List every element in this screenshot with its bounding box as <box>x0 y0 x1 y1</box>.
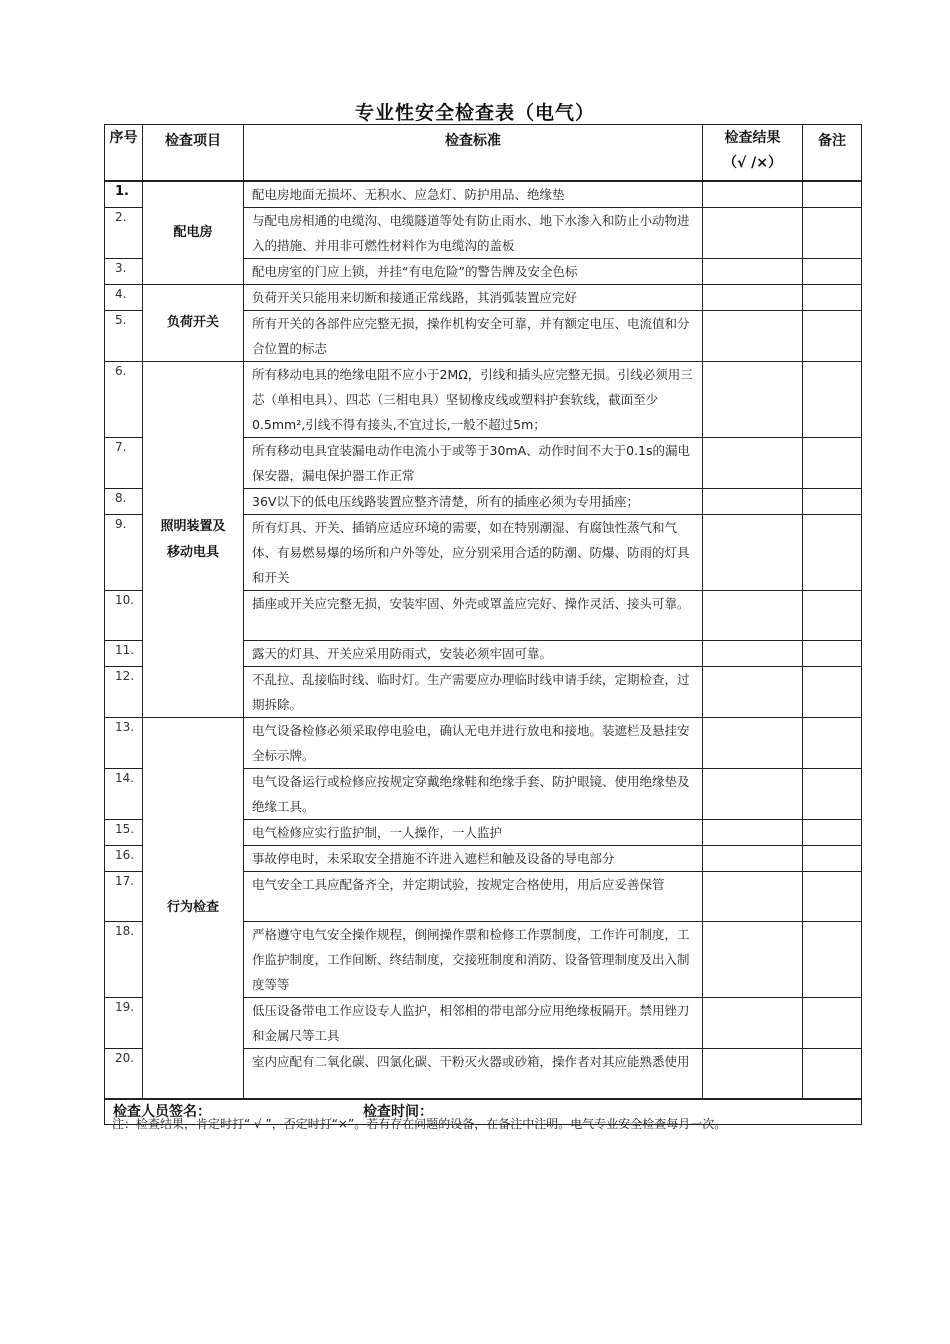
remark-cell[interactable] <box>803 181 862 208</box>
row-number: 11. <box>105 641 143 667</box>
row-standard: 所有灯具、开关、插销应适应环境的需要，如在特别潮湿、有腐蚀性蒸气和气体、有易燃易爆的场所和户外等处，应分别采用合适的防潮、防爆、防雨的灯具和开关 <box>244 515 703 591</box>
remark-cell[interactable] <box>803 208 862 259</box>
row-standard: 严格遵守电气安全操作规程，倒闸操作票和检修工作票制度，工作许可制度，工作监护制度，工作间断、终结制度，交接班制度和消防、设备管理制度及出入制度等等 <box>244 922 703 998</box>
remark-cell[interactable] <box>803 515 862 591</box>
header-result <box>703 125 803 182</box>
header-result-symbols: （√ /×） <box>722 155 783 171</box>
row-number: 20. <box>105 1049 143 1099</box>
page-title: 专业性安全检查表（电气） <box>354 102 595 124</box>
remark-cell[interactable] <box>803 820 862 846</box>
row-standard: 36V以下的低电压线路装置应整齐清楚，所有的插座必须为专用插座； <box>244 489 703 515</box>
row-standard: 所有移动电具的绝缘电阻不应小于2MΩ，引线和插头应完整无损。引线必须用三芯（单相电具）、四芯（三相电具）坚韧橡皮线或塑料护套软线，截面至少0.5mm²,引线不得有接头,不宜过长,一般不超过5m； <box>244 362 703 438</box>
row-standard: 室内应配有二氧化碳、四氯化碳、干粉灭火器或砂箱，操作者对其应能熟悉使用 <box>244 1049 703 1099</box>
category-distribution-room: 配电房 <box>143 181 244 285</box>
signer-label: 检查人员签名： <box>113 1103 211 1120</box>
row-number: 5. <box>105 311 143 362</box>
category-lighting-label: 照明装置及移动电具 <box>160 518 226 560</box>
table-header-row <box>105 125 862 182</box>
remark-cell[interactable] <box>803 362 862 438</box>
result-cell[interactable] <box>703 591 803 641</box>
result-cell[interactable] <box>703 846 803 872</box>
result-cell[interactable] <box>703 1049 803 1099</box>
remark-cell[interactable] <box>803 591 862 641</box>
header-seq: 序号 <box>105 125 143 182</box>
table-row <box>105 362 862 438</box>
category-load-switch: 负荷开关 <box>143 285 244 362</box>
row-standard: 低压设备带电工作应设专人监护，相邻相的带电部分应用绝缘板隔开。禁用锉刀和金属尺等工具 <box>244 998 703 1049</box>
row-number: 16. <box>105 846 143 872</box>
result-cell[interactable] <box>703 515 803 591</box>
table-row <box>105 718 862 769</box>
row-standard: 与配电房相通的电缆沟、电缆隧道等处有防止雨水、地下水渗入和防止小动物进入的措施、并用非可燃性材料作为电缆沟的盖板 <box>244 208 703 259</box>
row-number: 9. <box>105 515 143 591</box>
row-number: 4. <box>105 285 143 311</box>
result-cell[interactable] <box>703 208 803 259</box>
result-cell[interactable] <box>703 181 803 208</box>
remark-cell[interactable] <box>803 1049 862 1099</box>
result-cell[interactable] <box>703 998 803 1049</box>
footnote: 注：检查结果，肯定时打“ √ ”，否定时打“×”。若有存在问题的设备，在备注中注明。电气专业安全检查每月一次。 <box>112 1117 727 1131</box>
row-standard: 负荷开关只能用来切断和接通正常线路，其消弧装置应完好 <box>244 285 703 311</box>
row-number: 10. <box>105 591 143 641</box>
remark-cell[interactable] <box>803 438 862 489</box>
row-standard: 露天的灯具、开关应采用防雨式，安装必须牢固可靠。 <box>244 641 703 667</box>
row-number: 8. <box>105 489 143 515</box>
result-cell[interactable] <box>703 489 803 515</box>
remark-cell[interactable] <box>803 922 862 998</box>
header-item: 检查项目 <box>143 125 244 182</box>
row-number: 14. <box>105 769 143 820</box>
row-standard: 电气检修应实行监护制，一人操作，一人监护 <box>244 820 703 846</box>
header-result-label: 检查结果 <box>724 130 781 146</box>
row-standard: 不乱拉、乱接临时线、临时灯。生产需要应办理临时线申请手续，定期检查，过期拆除。 <box>244 667 703 718</box>
row-standard: 事故停电时，未采取安全措施不许进入遮栏和触及设备的导电部分 <box>244 846 703 872</box>
result-cell[interactable] <box>703 438 803 489</box>
result-cell[interactable] <box>703 820 803 846</box>
row-standard: 所有移动电具宜装漏电动作电流小于或等于30mA、动作时间不大于0.1s的漏电保安器，漏电保护器工作正常 <box>244 438 703 489</box>
remark-cell[interactable] <box>803 285 862 311</box>
remark-cell[interactable] <box>803 311 862 362</box>
table-row <box>105 285 862 311</box>
remark-cell[interactable] <box>803 718 862 769</box>
row-standard: 电气设备检修必须采取停电验电，确认无电并进行放电和接地。装遮栏及悬挂安全标示牌。 <box>244 718 703 769</box>
inspection-table <box>104 124 862 1125</box>
header-standard: 检查标准 <box>244 125 703 182</box>
remark-cell[interactable] <box>803 641 862 667</box>
row-standard: 配电房室的门应上锁，并挂“有电危险”的警告牌及安全色标 <box>244 259 703 285</box>
row-number: 6. <box>105 362 143 438</box>
category-lighting-portable <box>143 362 244 718</box>
result-cell[interactable] <box>703 872 803 922</box>
remark-cell[interactable] <box>803 769 862 820</box>
result-cell[interactable] <box>703 922 803 998</box>
result-cell[interactable] <box>703 641 803 667</box>
result-cell[interactable] <box>703 259 803 285</box>
remark-cell[interactable] <box>803 872 862 922</box>
row-standard: 插座或开关应完整无损，安装牢固、外壳或罩盖应完好、操作灵活、接头可靠。 <box>244 591 703 641</box>
result-cell[interactable] <box>703 362 803 438</box>
row-number: 7. <box>105 438 143 489</box>
result-cell[interactable] <box>703 769 803 820</box>
row-standard: 电气设备运行或检修应按规定穿戴绝缘鞋和绝缘手套、防护眼镜、使用绝缘垫及绝缘工具。 <box>244 769 703 820</box>
remark-cell[interactable] <box>803 846 862 872</box>
row-number: 3. <box>105 259 143 285</box>
result-cell[interactable] <box>703 285 803 311</box>
row-standard: 电气安全工具应配备齐全，并定期试验，按规定合格使用，用后应妥善保管 <box>244 872 703 922</box>
row-number: 2. <box>105 208 143 259</box>
table-row <box>105 181 862 208</box>
remark-cell[interactable] <box>803 667 862 718</box>
row-number: 13. <box>105 718 143 769</box>
row-standard: 配电房地面无损坏、无积水、应急灯、防护用品、绝缘垫 <box>244 181 703 208</box>
header-remark: 备注 <box>803 125 862 182</box>
row-number: 1. <box>105 181 143 208</box>
remark-cell[interactable] <box>803 489 862 515</box>
remark-cell[interactable] <box>803 259 862 285</box>
remark-cell[interactable] <box>803 998 862 1049</box>
inspection-time-label: 检查时间： <box>363 1103 433 1120</box>
row-number: 15. <box>105 820 143 846</box>
row-number: 17. <box>105 872 143 922</box>
row-standard: 所有开关的各部件应完整无损，操作机构安全可靠，并有额定电压、电流值和分合位置的标志 <box>244 311 703 362</box>
category-behavior-check: 行为检查 <box>143 718 244 1099</box>
row-number: 19. <box>105 998 143 1049</box>
row-number: 18. <box>105 922 143 998</box>
row-number: 12. <box>105 667 143 718</box>
result-cell[interactable] <box>703 718 803 769</box>
result-cell[interactable] <box>703 311 803 362</box>
result-cell[interactable] <box>703 667 803 718</box>
